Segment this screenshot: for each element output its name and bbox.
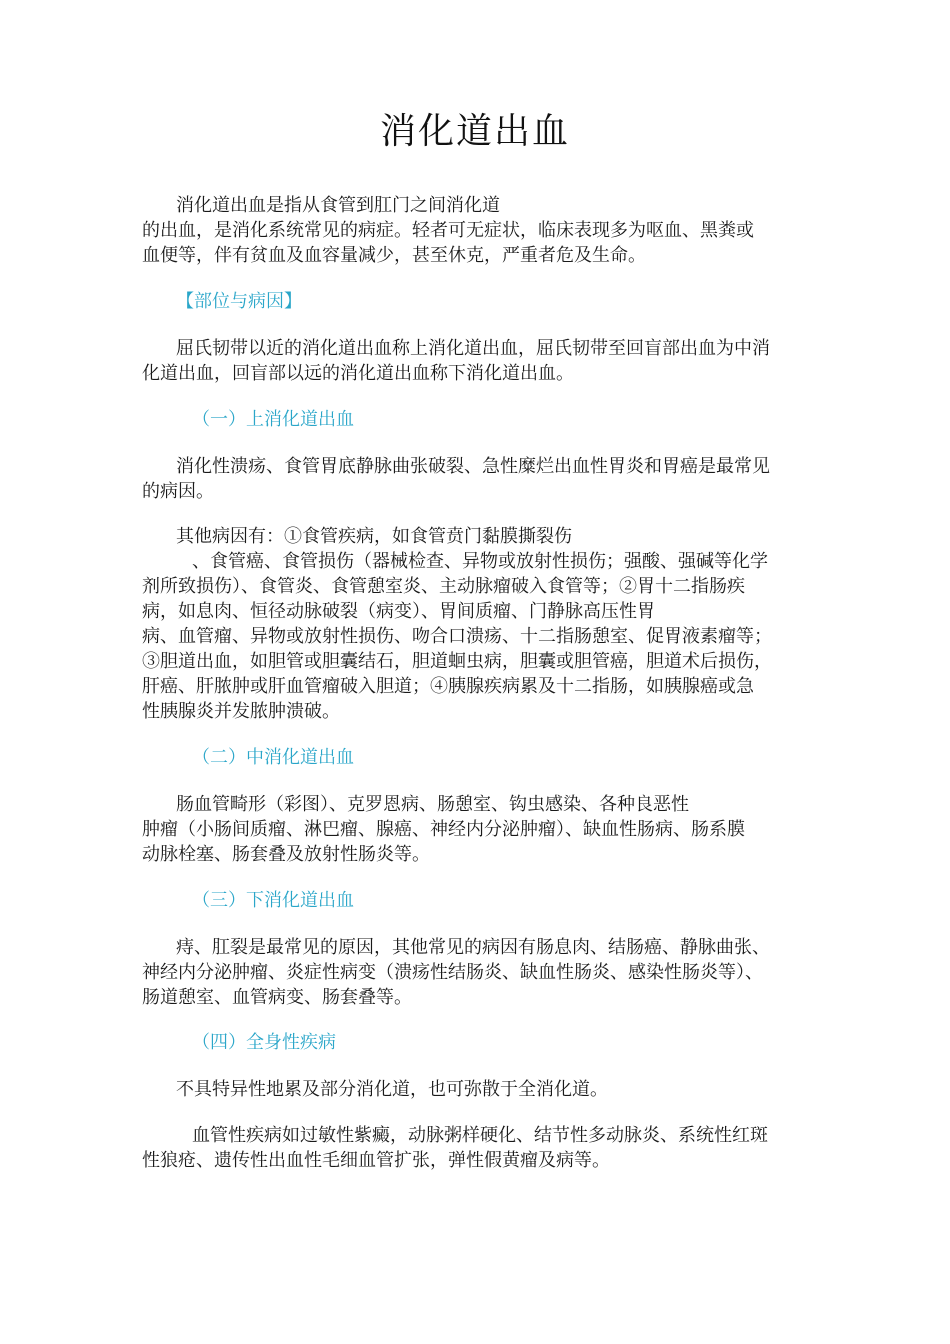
paragraph-line: 消化性溃疡、食管胃底静脉曲张破裂、急性糜烂出血性胃炎和胃癌是最常见	[176, 456, 770, 477]
paragraph-line: 剂所致损伤）、食管炎、食管憩室炎、主动脉瘤破入食管等；②胃十二指肠疾	[142, 576, 745, 597]
paragraph-line: 痔、肛裂是最常见的原因，其他常见的病因有肠息肉、结肠癌、静脉曲张、	[176, 937, 770, 958]
page-title: 消化道出血	[379, 111, 570, 152]
intro-line: 血便等，伴有贫血及血容量减少，甚至休克，严重者危及生命。	[142, 245, 646, 266]
paragraph-line: 病，如息肉、恒径动脉破裂（病变）、胃间质瘤、门静脉高压性胃	[142, 601, 655, 622]
intro-line: 的出血，是消化系统常见的病症。轻者可无症状，临床表现多为呕血、黑粪或	[142, 220, 754, 241]
intro-line: 消化道出血是指从食管到肛门之间消化道	[176, 195, 500, 216]
paragraph-line: 性狼疮、遗传性出血性毛细血管扩张，弹性假黄瘤及病等。	[142, 1150, 610, 1171]
paragraph-line: 、食管癌、食管损伤（器械检查、异物或放射性损伤；强酸、强碱等化学	[192, 551, 768, 572]
paragraph-line: 神经内分泌肿瘤、炎症性病变（溃疡性结肠炎、缺血性肠炎、感染性肠炎等）、	[142, 962, 763, 983]
paragraph-line: 动脉栓塞、肠套叠及放射性肠炎等。	[142, 844, 430, 865]
subsection-heading-lower: （三）下消化道出血	[192, 890, 354, 911]
definition-line: 化道出血，回盲部以远的消化道出血称下消化道出血。	[142, 363, 574, 384]
paragraph-line: 的病因。	[142, 481, 214, 502]
subsection-heading-upper: （一）上消化道出血	[192, 409, 354, 430]
paragraph-line: 肝癌、肝脓肿或肝血管瘤破入胆道；④胰腺疾病累及十二指肠，如胰腺癌或急	[142, 676, 754, 697]
paragraph-line: ③胆道出血，如胆管或胆囊结石，胆道蛔虫病，胆囊或胆管癌，胆道术后损伤，	[142, 651, 772, 672]
paragraph-line: 不具特异性地累及部分消化道，也可弥散于全消化道。	[176, 1079, 608, 1100]
paragraph-line: 性胰腺炎并发脓肿溃破。	[142, 701, 340, 722]
paragraph-line: 病、血管瘤、异物或放射性损伤、吻合口溃疡、十二指肠憩室、促胃液素瘤等；	[142, 626, 772, 647]
paragraph-line: 其他病因有：①食管疾病，如食管贲门黏膜撕裂伤	[176, 526, 572, 547]
definition-line: 屈氏韧带以近的消化道出血称上消化道出血，屈氏韧带至回盲部出血为中消	[176, 338, 770, 359]
paragraph-line: 肠道憩室、血管病变、肠套叠等。	[142, 987, 412, 1008]
subsection-heading-systemic: （四）全身性疾病	[192, 1032, 336, 1053]
paragraph-line: 肿瘤（小肠间质瘤、淋巴瘤、腺癌、神经内分泌肿瘤）、缺血性肠病、肠系膜	[142, 819, 745, 840]
subsection-heading-middle: （二）中消化道出血	[192, 747, 354, 768]
section-heading: 【部位与病因】	[176, 291, 302, 312]
paragraph-line: 肠血管畸形（彩图）、克罗恩病、肠憩室、钩虫感染、各种良恶性	[176, 794, 689, 815]
paragraph-line: 血管性疾病如过敏性紫癜，动脉粥样硬化、结节性多动脉炎、系统性红斑	[192, 1125, 768, 1146]
